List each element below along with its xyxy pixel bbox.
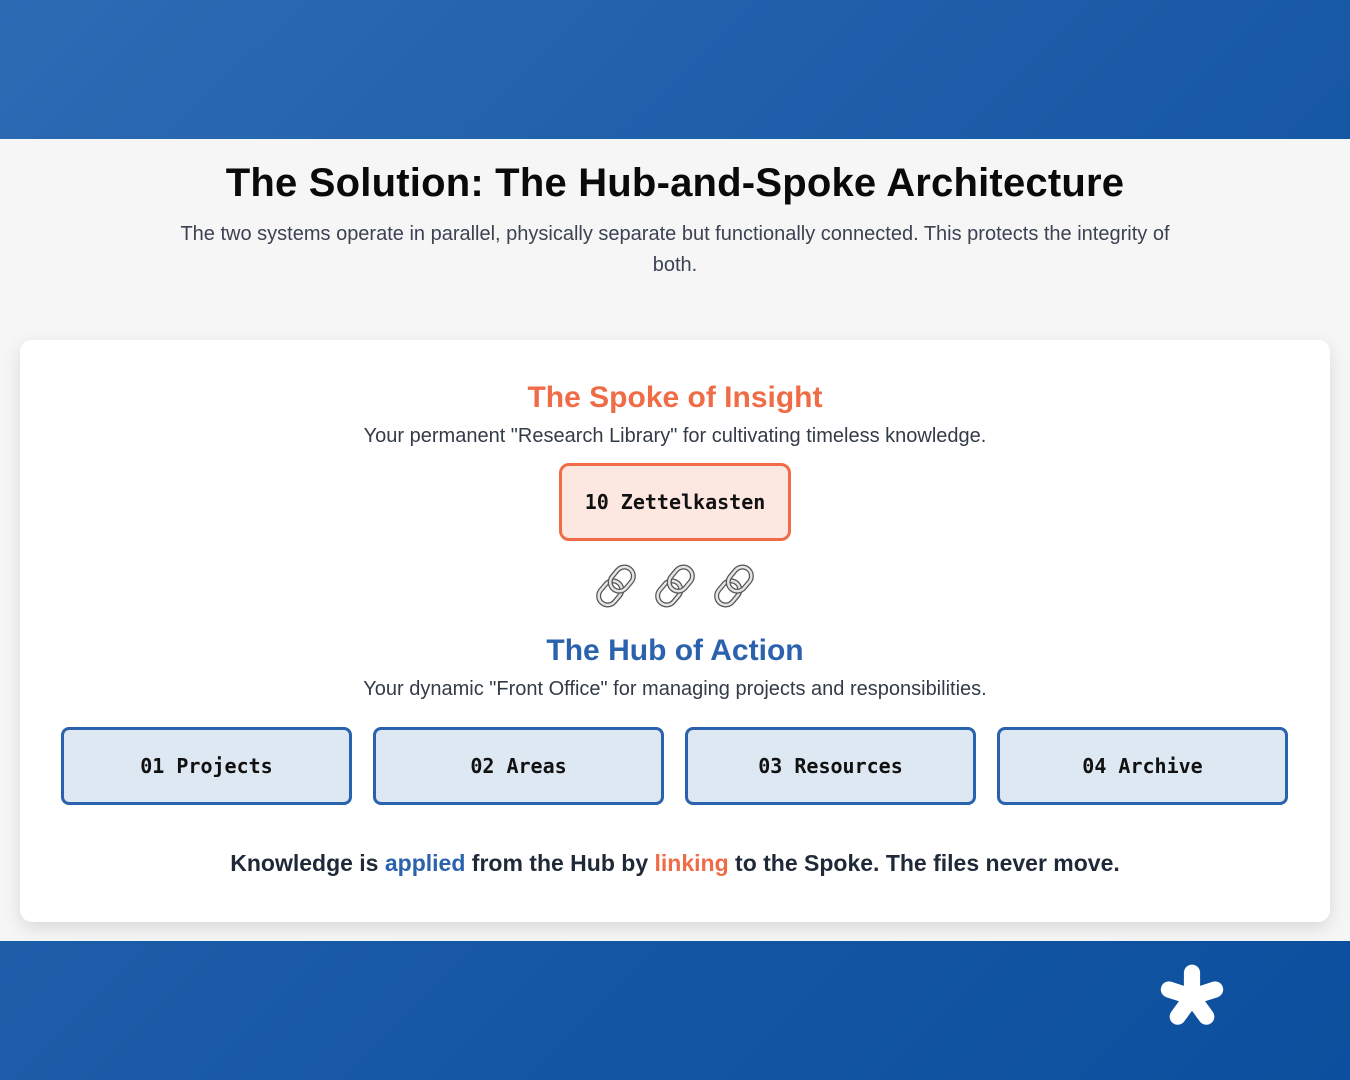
spoke-description: Your permanent "Research Library" for cultivating timeless knowledge. [363,425,987,447]
slide-content [0,139,1350,941]
asterisk-logo-icon [1153,961,1231,1033]
folder-label: 01 Projects [140,754,273,778]
summary-text: from the Hub by [465,850,655,876]
folder-resources [685,727,976,805]
architecture-card [20,340,1330,922]
summary-text: to the Spoke. The files never move. [728,850,1120,876]
page-subtitle: The two systems operate in parallel, physically separate but functionally connected. This protects the integrity of both. [180,223,1170,276]
page-title: The Solution: The Hub-and-Spoke Architecture [225,161,1125,205]
folder-areas [373,727,664,805]
chain-link-icon [649,560,701,612]
folder-archive [997,727,1288,805]
zettelkasten-label: 10 Zettelkasten [584,490,766,514]
folder-label: 04 Archive [1082,754,1203,778]
top-banner [0,0,1350,139]
summary-text: Knowledge is [230,850,385,876]
chain-link-icon [708,560,760,612]
bottom-banner [0,941,1350,1080]
folder-projects [61,727,352,805]
summary-linking: linking [654,850,729,876]
folder-label: 03 Resources [758,754,903,778]
chain-link-row [590,558,760,614]
hub-title: The Hub of Action [546,634,804,667]
summary-statement [20,850,1330,877]
hub-description: Your dynamic "Front Office" for managing projects and responsibilities. [363,678,987,700]
summary-applied: applied [384,850,466,876]
chain-link-icon [590,560,642,612]
folder-label: 02 Areas [470,754,567,778]
spoke-title: The Spoke of Insight [527,381,823,414]
zettelkasten-folder [559,463,791,541]
